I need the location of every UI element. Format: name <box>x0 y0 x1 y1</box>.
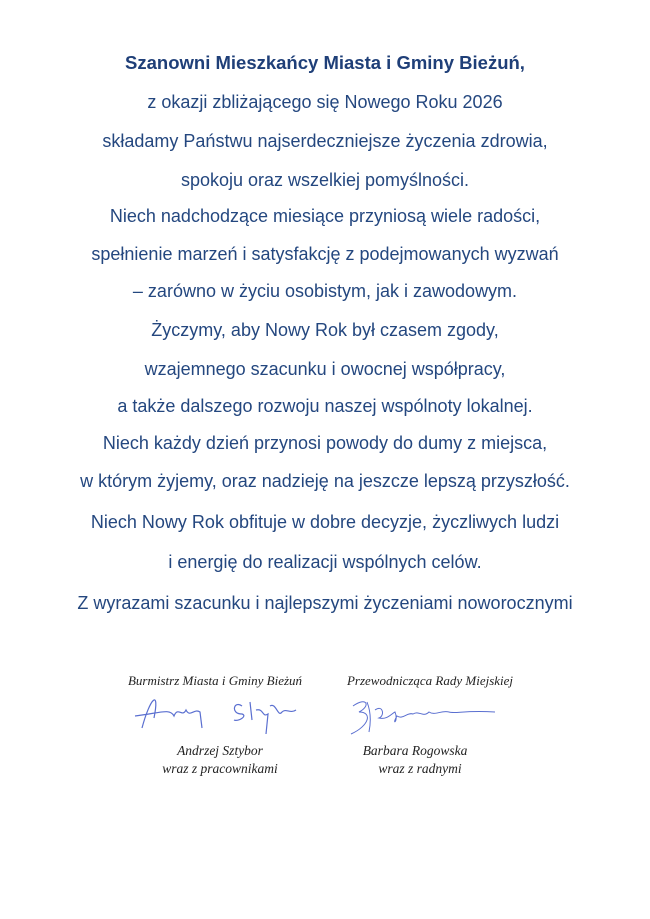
closing-line: Z wyrazami szacunku i najlepszymi życzeniami noworocznymi <box>77 593 573 613</box>
body-line: Życzymy, aby Nowy Rok był czasem zgody, <box>151 320 499 340</box>
body-line: z okazji zbliżającego się Nowego Roku 2026 <box>147 92 503 112</box>
body-line: w którym żyjemy, oraz nadzieję na jeszcze lepszą przyszłość. <box>80 471 570 491</box>
signatory-title-council: Przewodnicząca Rady Miejskiej <box>346 673 514 688</box>
signatory-name-mayor: Andrzej Sztybor <box>177 743 263 758</box>
body-line: składamy Państwu najserdeczniejsze życzenia zdrowia, <box>102 131 548 151</box>
body-line: i energię do realizacji wspólnych celów. <box>168 552 482 572</box>
body-line: Niech nadchodzące miesiące przyniosą wiele radości, <box>109 206 541 226</box>
signature-council <box>345 692 505 740</box>
greeting: Szanowni Mieszkańcy Miasta i Gminy Bieżuń, <box>125 52 525 73</box>
body-line: spokoju oraz wszelkiej pomyślności. <box>180 170 470 190</box>
body-line: – zarówno w życiu osobistym, jak i zawodowym. <box>132 281 518 301</box>
signature-mayor <box>130 688 300 738</box>
body-line: spełnienie marzeń i satysfakcję z podejmowanych wyzwań <box>91 244 559 264</box>
body-line: a także dalszego rozwoju naszej wspólnoty lokalnej. <box>117 396 533 416</box>
body-line: Niech każdy dzień przynosi powody do dumy z miejsca, <box>102 433 548 453</box>
body-line: wzajemnego szacunku i owocnej współpracy, <box>144 359 506 379</box>
signatory-with-council: wraz z radnymi <box>378 761 462 776</box>
signatory-name-council: Barbara Rogowska <box>362 743 468 758</box>
signatory-with-mayor: wraz z pracownikami <box>162 761 278 776</box>
signatory-title-mayor: Burmistrz Miasta i Gminy Bieżuń <box>127 673 303 688</box>
body-line: Niech Nowy Rok obfituje w dobre decyzje, życzliwych ludzi <box>90 512 560 532</box>
